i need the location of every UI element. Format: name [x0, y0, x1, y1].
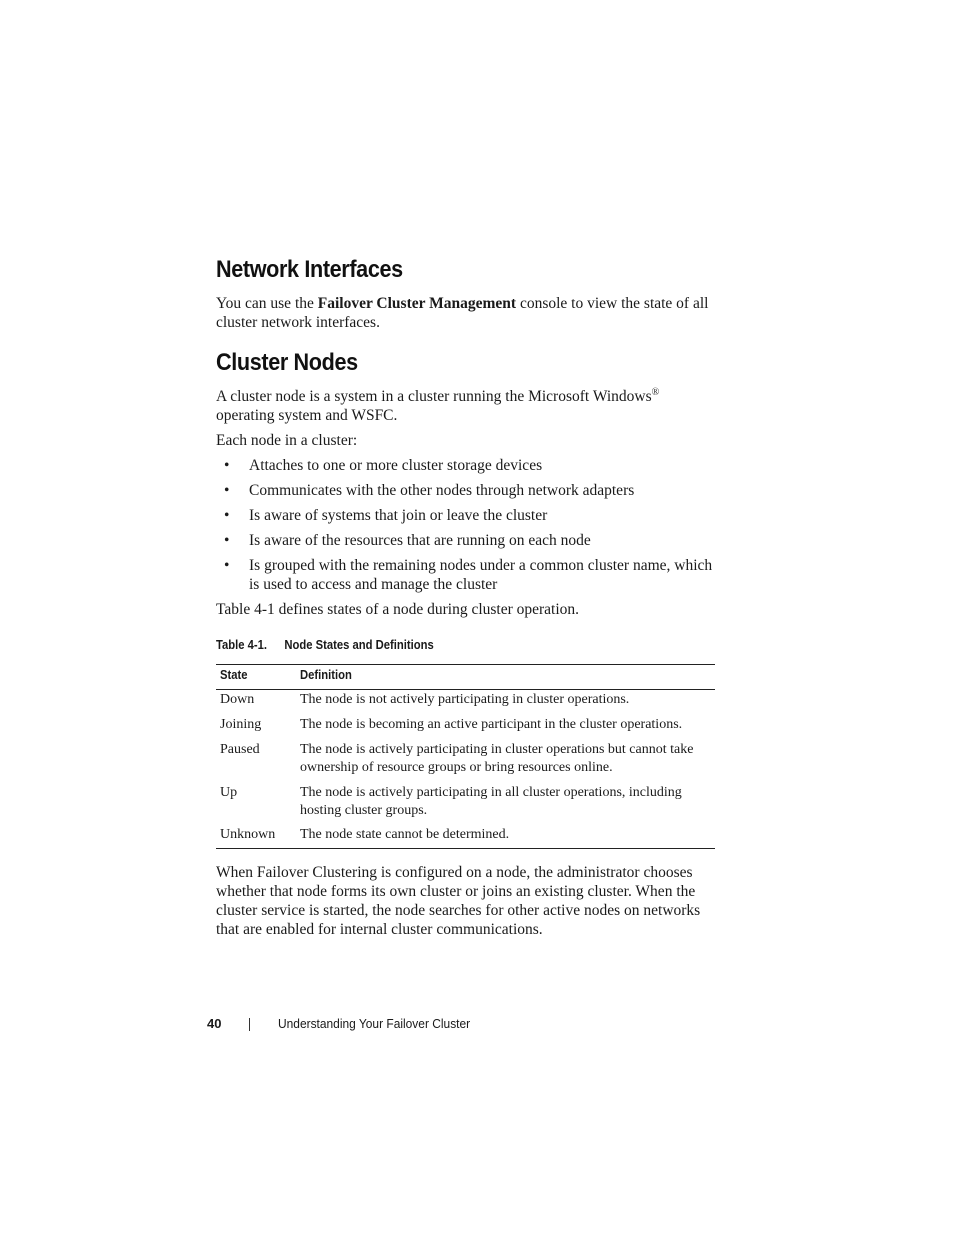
each-node-lead: Each node in a cluster:	[216, 432, 358, 449]
state-cell: Unknown	[220, 827, 276, 842]
bullet-icon: •	[224, 532, 230, 549]
list-item	[216, 556, 719, 594]
table-reference-sentence: Table 4-1 defines states of a node during cluster operation.	[216, 601, 580, 618]
list-item	[216, 481, 719, 500]
network-interfaces-heading: Network Interfaces	[216, 256, 403, 283]
column-header-definition: Definition	[300, 668, 352, 682]
failover-cluster-management-term: Failover Cluster Management	[317, 295, 517, 312]
list-item	[216, 506, 719, 525]
definition-cell: The node is actively participating in cluster operations but cannot take ownership of resource groups or bring resources online.	[300, 742, 694, 775]
bullet-icon: •	[224, 507, 230, 524]
footer-separator	[249, 1018, 250, 1031]
definition-cell: The node is not actively participating in cluster operations.	[300, 692, 630, 707]
state-cell: Up	[220, 785, 238, 800]
definition-cell: The node is becoming an active participant in the cluster operations.	[300, 717, 683, 732]
list-item-text: Communicates with the other nodes through network adapters	[249, 482, 635, 499]
bullet-icon: •	[224, 482, 230, 499]
state-cell: Down	[220, 692, 255, 707]
page-number: 40	[207, 1016, 222, 1031]
intro-text: A cluster node is a system in a cluster running the Microsoft Windows	[216, 388, 652, 405]
cluster-node-intro	[216, 387, 716, 425]
table-bottom-rule	[216, 848, 715, 849]
list-item-text: Is aware of systems that join or leave the cluster	[249, 507, 548, 524]
list-item	[216, 456, 719, 475]
table-number: Table 4-1.	[216, 638, 268, 652]
bullet-icon: •	[224, 457, 230, 474]
table-top-rule	[216, 664, 715, 665]
list-item-text: Is aware of the resources that are running on each node	[249, 532, 591, 549]
bullet-icon: •	[224, 557, 230, 574]
table-caption	[216, 638, 434, 652]
paragraph-text: console to view the state of all cluster network interfaces.	[216, 295, 709, 331]
column-header-state: State	[220, 668, 248, 682]
state-cell: Paused	[220, 742, 260, 757]
table-header-rule	[216, 689, 715, 690]
list-item-text: Attaches to one or more cluster storage devices	[249, 457, 543, 474]
cluster-nodes-heading: Cluster Nodes	[216, 349, 358, 376]
list-item-text: Is grouped with the remaining nodes under a common cluster name, which is used to access and manage the cluster	[249, 557, 713, 593]
list-item	[216, 531, 719, 550]
network-interfaces-paragraph	[216, 294, 716, 332]
intro-text-end: operating system and WSFC.	[216, 407, 398, 424]
state-cell: Joining	[220, 717, 262, 732]
table-title: Node States and Definitions	[284, 638, 434, 652]
definition-cell: The node is actively participating in all cluster operations, including hosting cluster groups.	[300, 785, 682, 818]
registered-mark: ®	[651, 387, 660, 398]
paragraph-text: You can use the	[216, 295, 318, 312]
definition-cell: The node state cannot be determined.	[300, 827, 510, 842]
closing-paragraph: When Failover Clustering is configured on a node, the administrator chooses whether that node forms its own cluster or joins an existing cluster. When the cluster service is started, the node searches for other active nodes on networks that are enabled for internal cluster communications.	[216, 864, 701, 938]
footer-chapter-title: Understanding Your Failover Cluster	[278, 1016, 471, 1031]
